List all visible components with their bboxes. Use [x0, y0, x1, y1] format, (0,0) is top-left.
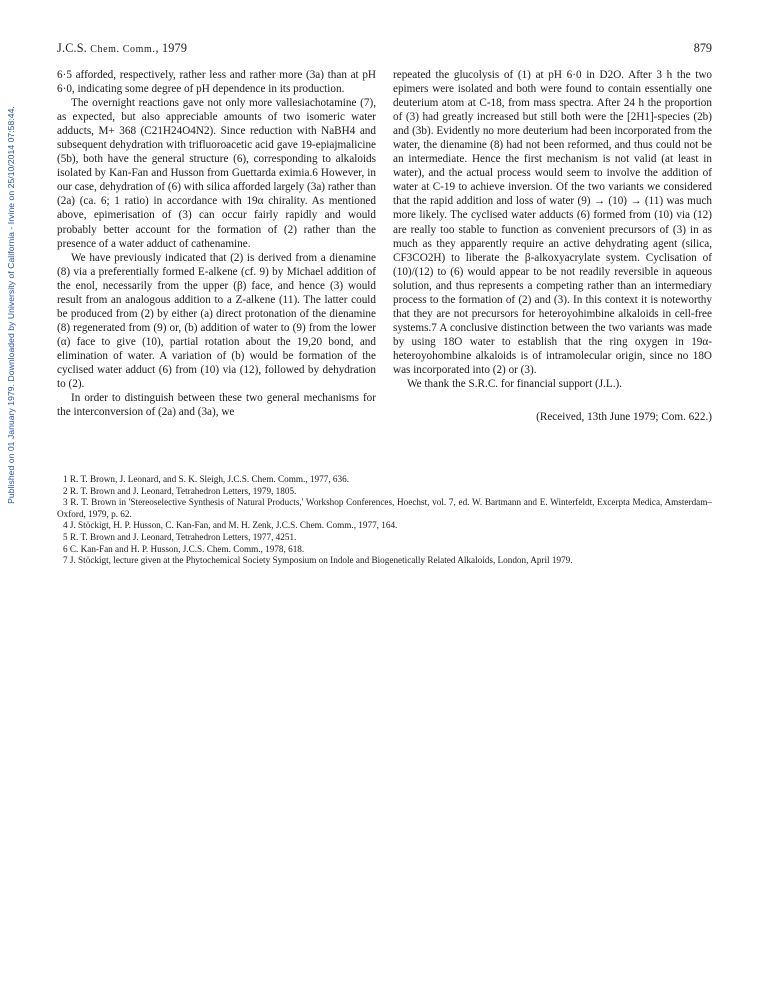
journal-title	[57, 41, 187, 56]
paragraph: repeated the glucolysis of (1) at pH 6·0 in D2O. After 3 h the two epimers were isolated and both were found to contain essentially one deuterium atom at C-18, from mass spectra. After 24 h the proportion of (3) had greatly increased but still both were the [2H1]-species (2b) and (3b). Evidently no more deuterium had been incorporated from the water, the dienamine (8) had not been reformed, and thus could not be an intermediate. Hence the first mechanism is not valid (at least in water), and the actual process would seem to involve the addition of water at C-19 to achieve inversion. Of the two variants we considered that the rapid addition and loss of water (9) → (10) → (11) was much more likely. The cyclised water adducts (6) formed from (10) via (12) are really too stable to function as convenient precursors of (3) in as much as they apparently require an active dehydrating agent (silica, CF3CO2H) to liberate the β-alkoxyacrylate system. Cyclisation of (10)/(12) to (6) would appear to be not readily reversible in aqueous solution, and thus represents a competing rather than an intermediary process to the formation of (2) and (3). In this context it is noteworthy that they are not precursors for heteroyohimbine alkaloids in cell-free systems.7 A conclusive distinction between the two variants was made by using 18O water to establish that the ring oxygen in 19α-heteroyohombine alkaloids is of intramolecular origin, since no 18O was incorporated into (2) or (3).	[393, 69, 712, 376]
journal-smallcaps: Chem. Comm.	[90, 44, 156, 55]
references	[57, 474, 712, 567]
download-notice[interactable]: Published on 01 January 1979. Downloaded by University of California - Irvine on 25/10/2014 07:58:44.	[6, 106, 16, 504]
paragraph: 6·5 afforded, respectively, rather less and rather more (3a) than at pH 6·0, indicating some degree of pH dependence in its production.	[57, 69, 376, 96]
paragraph: In order to distinguish between these two general mechanisms for the interconversion of (2a) and (3a), we	[57, 392, 376, 419]
received-date: (Received, 13th June 1979; Com. 622.)	[536, 411, 712, 424]
journal-prefix: J.C.S.	[57, 41, 91, 55]
left-column	[57, 68, 376, 419]
paragraph: The overnight reactions gave not only more vallesiachotamine (7), as expected, but also appreciable amounts of two isomeric water adducts, M+ 368 (C21H24O4N2). Since reduction with NaBH4 and subsequent dehydration with trifluoroacetic acid gave 19-epiajmalicine (5b), both have the general structure (6), corresponding to alkaloids isolated by Kan-Fan and Husson from Guettarda eximia.6 However, in our case, dehydration of (6) with silica afforded largely (3a) rather than (2a) (ca. 6; 1 ratio) in accordance with 19α chirality. As mentioned above, epimerisation of (3) can occur fairly rapidly and would probably better account for the formation of (2) rather than the presence of a water adduct of cathenamine.	[57, 97, 376, 250]
reference-item: 5 R. T. Brown and J. Leonard, Tetrahedron Letters, 1977, 4251.	[63, 531, 297, 542]
paragraph: We have previously indicated that (2) is derived from a dienamine (8) via a preferentially formed E-alkene (cf. 9) by Michael addition of the enol, necessarily from the upper (β) face, and hence (3) would result from an analogous addition to a Z-alkene (11). The latter could be produced from (2) by either (a) direct protonation of the dienamine (8) regenerated from (9) or, (b) addition of water to (9) from the lower (α) face to give (10), partial rotation about the 19,20 bond, and elimination of water. A variation of (b) would be formation of the cyclised water adduct (6) from (10) via (12), followed by dehydration to (2).	[57, 251, 376, 391]
reference-item: 2 R. T. Brown and J. Leonard, Tetrahedron Letters, 1979, 1805.	[63, 485, 297, 496]
reference-item: 6 C. Kan-Fan and H. P. Husson, J.C.S. Chem. Comm., 1978, 618.	[63, 543, 305, 554]
reference-item: 3 R. T. Brown in 'Stereoselective Synthesis of Natural Products,' Workshop Conferences, Hoechst, vol. 7, ed. W. Bartmann and E. Winterfeldt, Excerpta Medica, Amsterdam–Oxford, 1979, p. 62.	[57, 497, 712, 519]
acknowledgement: We thank the S.R.C. for financial support (J.L.).	[407, 378, 623, 391]
running-header	[57, 41, 712, 59]
right-column	[393, 68, 712, 424]
reference-item: 4 J. Stöckigt, H. P. Husson, C. Kan-Fan, and M. H. Zenk, J.C.S. Chem. Comm., 1977, 164.	[63, 520, 398, 531]
page-number: 879	[693, 41, 712, 55]
reference-item: 7 J. Stöckigt, lecture given at the Phytochemical Society Symposium on Indole and Biogenetically Related Alkaloids, London, April 1979.	[63, 555, 573, 566]
download-notice-sidebar	[2, 0, 18, 640]
journal-year: , 1979	[155, 41, 188, 55]
reference-item: 1 R. T. Brown, J. Leonard, and S. K. Sleigh, J.C.S. Chem. Comm., 1977, 636.	[63, 474, 350, 484]
